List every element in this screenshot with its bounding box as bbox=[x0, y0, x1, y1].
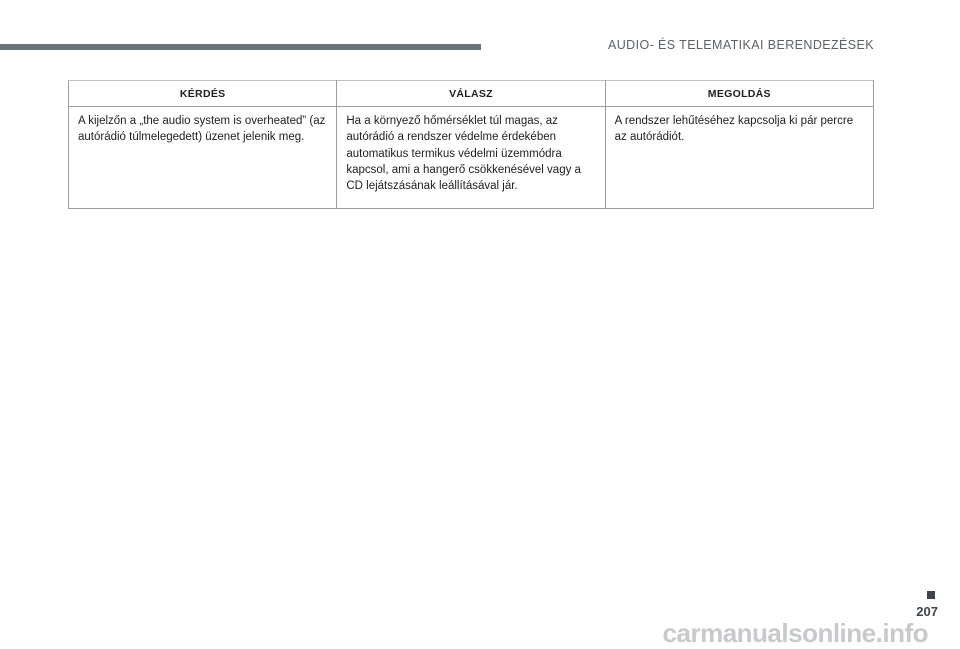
page-marker-square bbox=[927, 591, 935, 599]
troubleshooting-table bbox=[68, 80, 874, 209]
cell-answer: Ha a környező hőmérséklet túl magas, az autórádió a rendszer védelme érdekében automatikus termikus védelmi üzemmódra kapcsol, ami a hangerő csökkenésével vagy a CD lejátszásának leállításával jár. bbox=[337, 107, 605, 209]
header-bar bbox=[0, 44, 481, 50]
page-number: 207 bbox=[916, 604, 938, 619]
table-header-row bbox=[69, 81, 874, 107]
cell-solution: A rendszer lehűtéséhez kapcsolja ki pár percre az autórádiót. bbox=[605, 107, 873, 209]
table-row bbox=[69, 107, 874, 209]
column-header-question: KÉRDÉS bbox=[69, 81, 337, 107]
section-title: AUDIO- ÉS TELEMATIKAI BERENDEZÉSEK bbox=[608, 38, 874, 52]
watermark: carmanualsonline.info bbox=[662, 618, 928, 648]
column-header-solution: MEGOLDÁS bbox=[605, 81, 873, 107]
cell-question: A kijelzőn a „the audio system is overheated” (az autórádió túlmelegedett) üzenet jelenik meg. bbox=[69, 107, 337, 209]
column-header-answer: VÁLASZ bbox=[337, 81, 605, 107]
